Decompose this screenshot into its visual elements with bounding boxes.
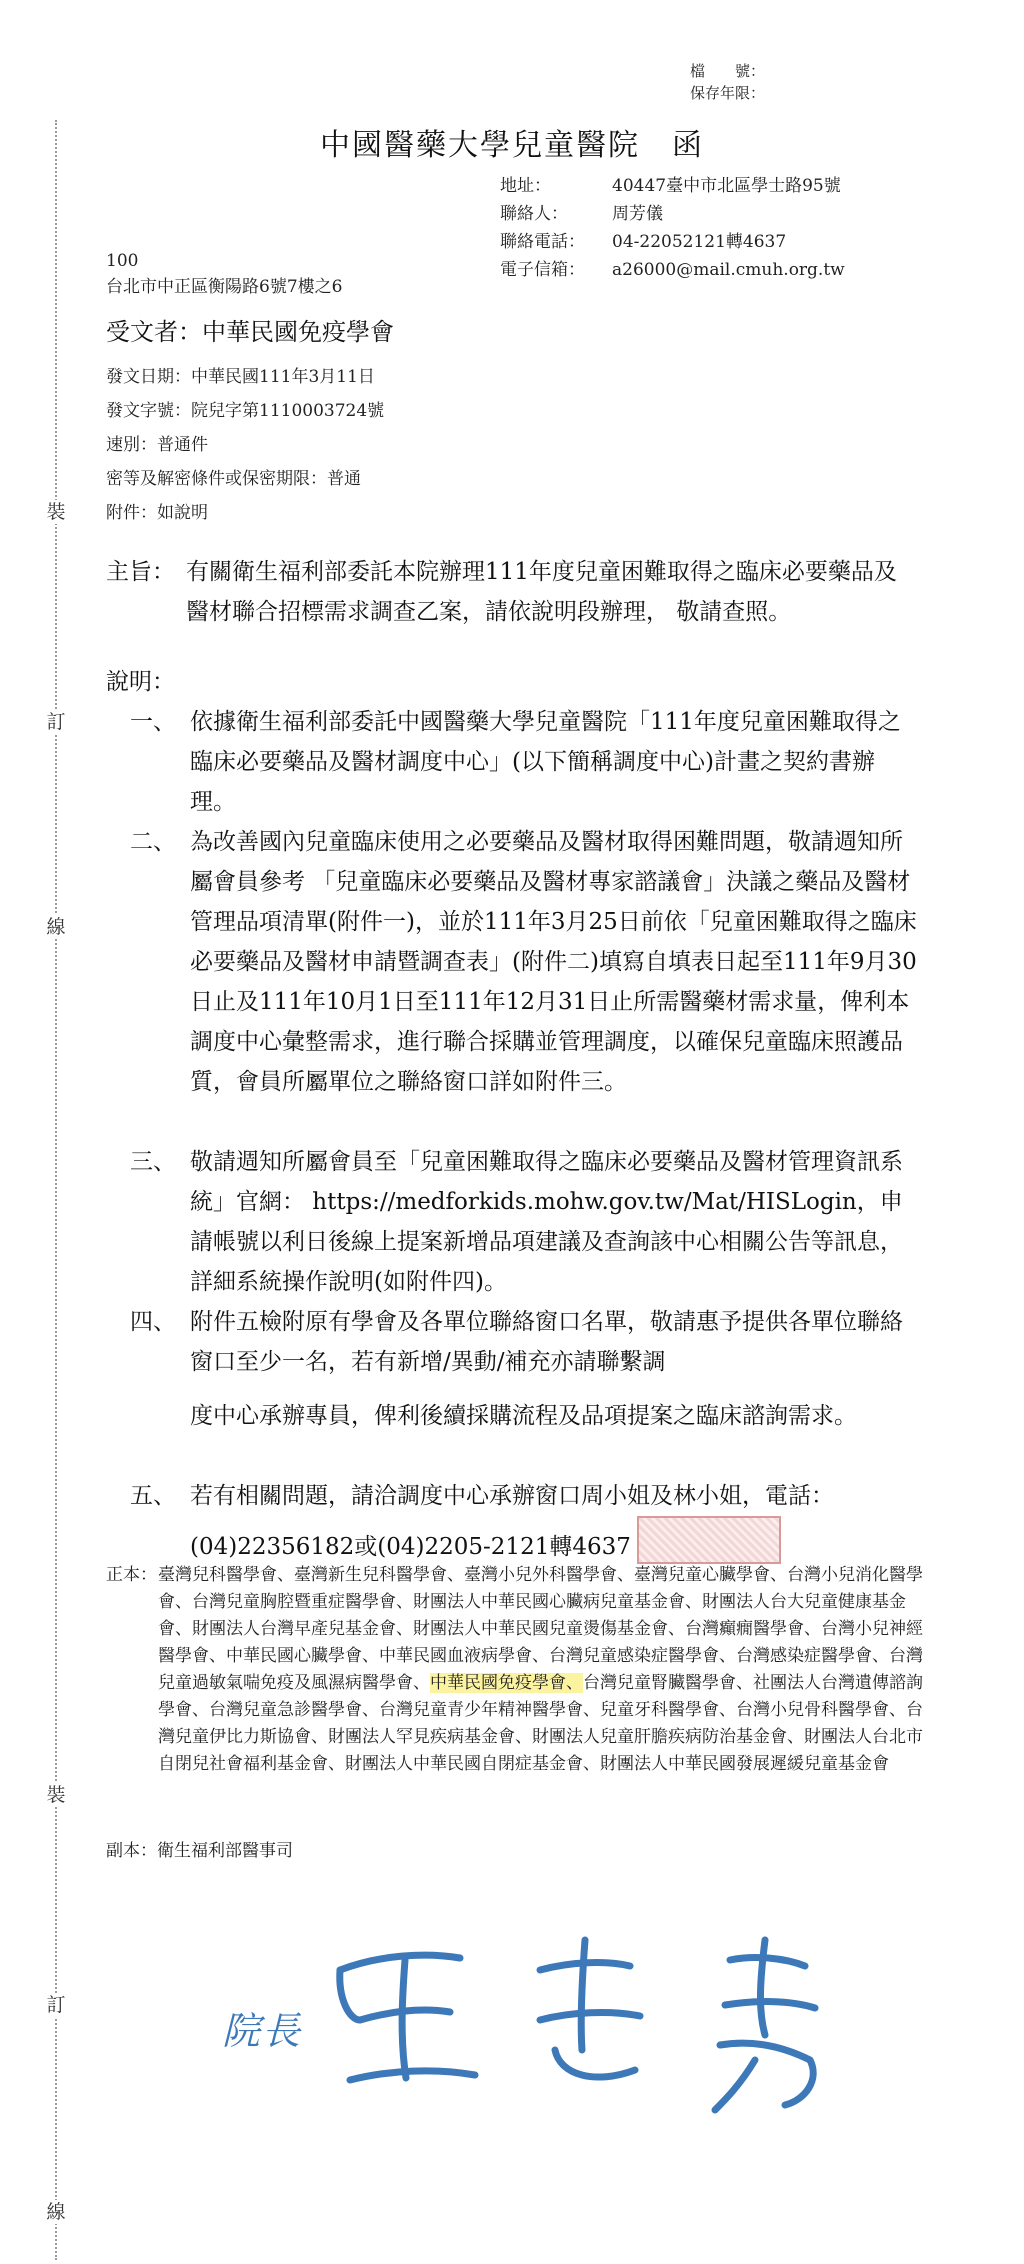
item-number: 三、 [130,1149,176,1175]
explanation-label: 說明： [106,669,175,695]
item-number: 四、 [130,1309,176,1335]
address-label: 地址： [500,176,551,196]
contact-person: 周芳儀 [612,204,663,224]
sender-contact [500,172,845,284]
item-text-content: 若有相關問題，請洽調度中心承辦窗口周小姐及林小姐，電話：(04)22356182或(04)2205-2121轉4637 [190,1483,834,1560]
distribution-label: 正本： [106,1565,157,1585]
highlighted-recipient: 中華民國免疫學會、 [430,1673,583,1693]
item-text: 附件五檢附原有學會及各單位聯絡窗口名單，敬請惠予提供各單位聯絡窗口至少一名，若有新增/異動/補充亦請聯繫調 [190,1309,903,1375]
distribution-before: 臺灣兒科醫學會、臺灣新生兒科醫學會、臺灣小兒外科醫學會、臺灣兒童心臟學會、台灣小兒消化醫學會、台灣兒童胸腔暨重症醫學會、財團法人中華民國心臟病兒童基金會、財團法人台大兒童健康基金會、財團法人台灣早產兒基金會、財團法人中華民國兒童燙傷基金會、台灣癲癇醫學會、台灣小兒神經醫學會、中華民國心臟學會、中華民國血液病學會、台灣兒童感染症醫學會、台灣感染症醫學會、台灣兒童過敏氣喘免疫及風濕病醫學會、 [158,1565,923,1693]
recipient-street: 台北市中正區衡陽路6號7樓之6 [106,277,343,297]
contact-phone: 04-22052121轉4637 [612,232,787,252]
distribution-text [158,1562,926,1778]
subject-label: 主旨： [106,559,175,585]
seal-stamp [637,1516,781,1564]
page-title: 中國醫藥大學兒童醫院 函 [320,128,704,163]
item-text [190,1476,920,1567]
signature-title: 院長 [222,2009,303,2053]
email-label: 電子信箱： [500,260,585,280]
contact-email: a26000@mail.cmuh.org.tw [612,260,845,280]
file-number-label: 檔 號： [690,62,766,80]
recipient: 受文者：中華民國免疫學會 [106,318,394,346]
binding-char-3: 線 [44,915,68,939]
distribution-after: 台灣兒童腎臟醫學會、社團法人台灣遺傳諮詢學會、台灣兒童急診醫學會、台灣兒童青少年精神醫學會、兒童牙科醫學會、台灣小兒骨科醫學會、台灣兒童伊比力斯協會、財團法人罕見疾病基金會、財團法人兒童肝膽疾病防治基金會、財團法人台北市自閉兒社會福利基金會、財團法人中華民國自閉症基金會、財團法人中華民國發展遲緩兒童基金會 [158,1673,923,1774]
item-number: 五、 [130,1483,176,1509]
carbon-copy: 副本：衛生福利部醫事司 [106,1841,293,1861]
document-number: 發文字號：院兒字第1110003724號 [106,401,385,421]
item-text: 依據衛生福利部委託中國醫藥大學兒童醫院「111年度兒童困難取得之臨床必要藥品及醫材調度中心」(以下簡稱調度中心)計畫之契約書辦理。 [190,709,901,815]
contact-person-label: 聯絡人： [500,204,568,224]
document-meta [106,360,384,530]
attachment-note: 附件：如說明 [106,503,208,523]
delivery-speed: 速別：普通件 [106,435,208,455]
recipient-zip: 100 [106,251,139,271]
binding-char-2: 訂 [44,710,68,734]
security-level: 密等及解密條件或保密期限：普通 [106,469,361,489]
binding-char-4: 裝 [44,1783,68,1807]
issue-date: 發文日期：中華民國111年3月11日 [106,367,375,387]
phone-label: 聯絡電話： [500,232,585,252]
sender-address: 40447臺中市北區學士路95號 [612,176,841,196]
archive-info [690,60,765,104]
binding-char-5: 訂 [44,1993,68,2017]
director-signature [210,1900,910,2130]
recipient-address [106,248,342,300]
item-number: 二、 [130,829,176,855]
binding-char-6: 線 [44,2200,68,2224]
item-text: 為改善國內兒童臨床使用之必要藥品及醫材取得困難問題，敬請週知所屬會員參考 「兒童臨床必要藥品及醫材專家諮議會」決議之藥品及醫材管理品項清單(附件一)，並於111年3月25日前依「兒童困難取得之臨床必要藥品及醫材申請暨調查表」(附件二)填寫自填表日起至111年9月30日止及111年10月1日至111年12月31日止所需醫藥材需求量，俾利本調度中心彙整需求，進行聯合採購並管理調度，以確保兒童臨床照護品質，會員所屬單位之聯絡窗口詳如附件三。 [190,829,917,1095]
handwritten-signature-icon [210,1900,910,2130]
binding-dotted-line [55,120,57,2260]
subject-text: 有關衛生福利部委託本院辦理111年度兒童困難取得之臨床必要藥品及醫材聯合招標需求調查乙案，請依說明段辦理， 敬請查照。 [186,559,897,625]
retention-label: 保存年限： [690,84,766,102]
binding-char-1: 裝 [44,500,68,524]
item-text: 敬請週知所屬會員至「兒童困難取得之臨床必要藥品及醫材管理資訊系統」官網： https://medforkids.mohw.gov.tw/Mat/HISLogin，申請帳號以利日後線上提案新增品項建議及查詢該中心相關公告等訊息，詳細系統操作說明(如附件四)。 [190,1149,903,1295]
item-text: 度中心承辦專員，俾利後續採購流程及品項提案之臨床諮詢需求。 [190,1403,857,1429]
item-number: 一、 [130,709,176,735]
